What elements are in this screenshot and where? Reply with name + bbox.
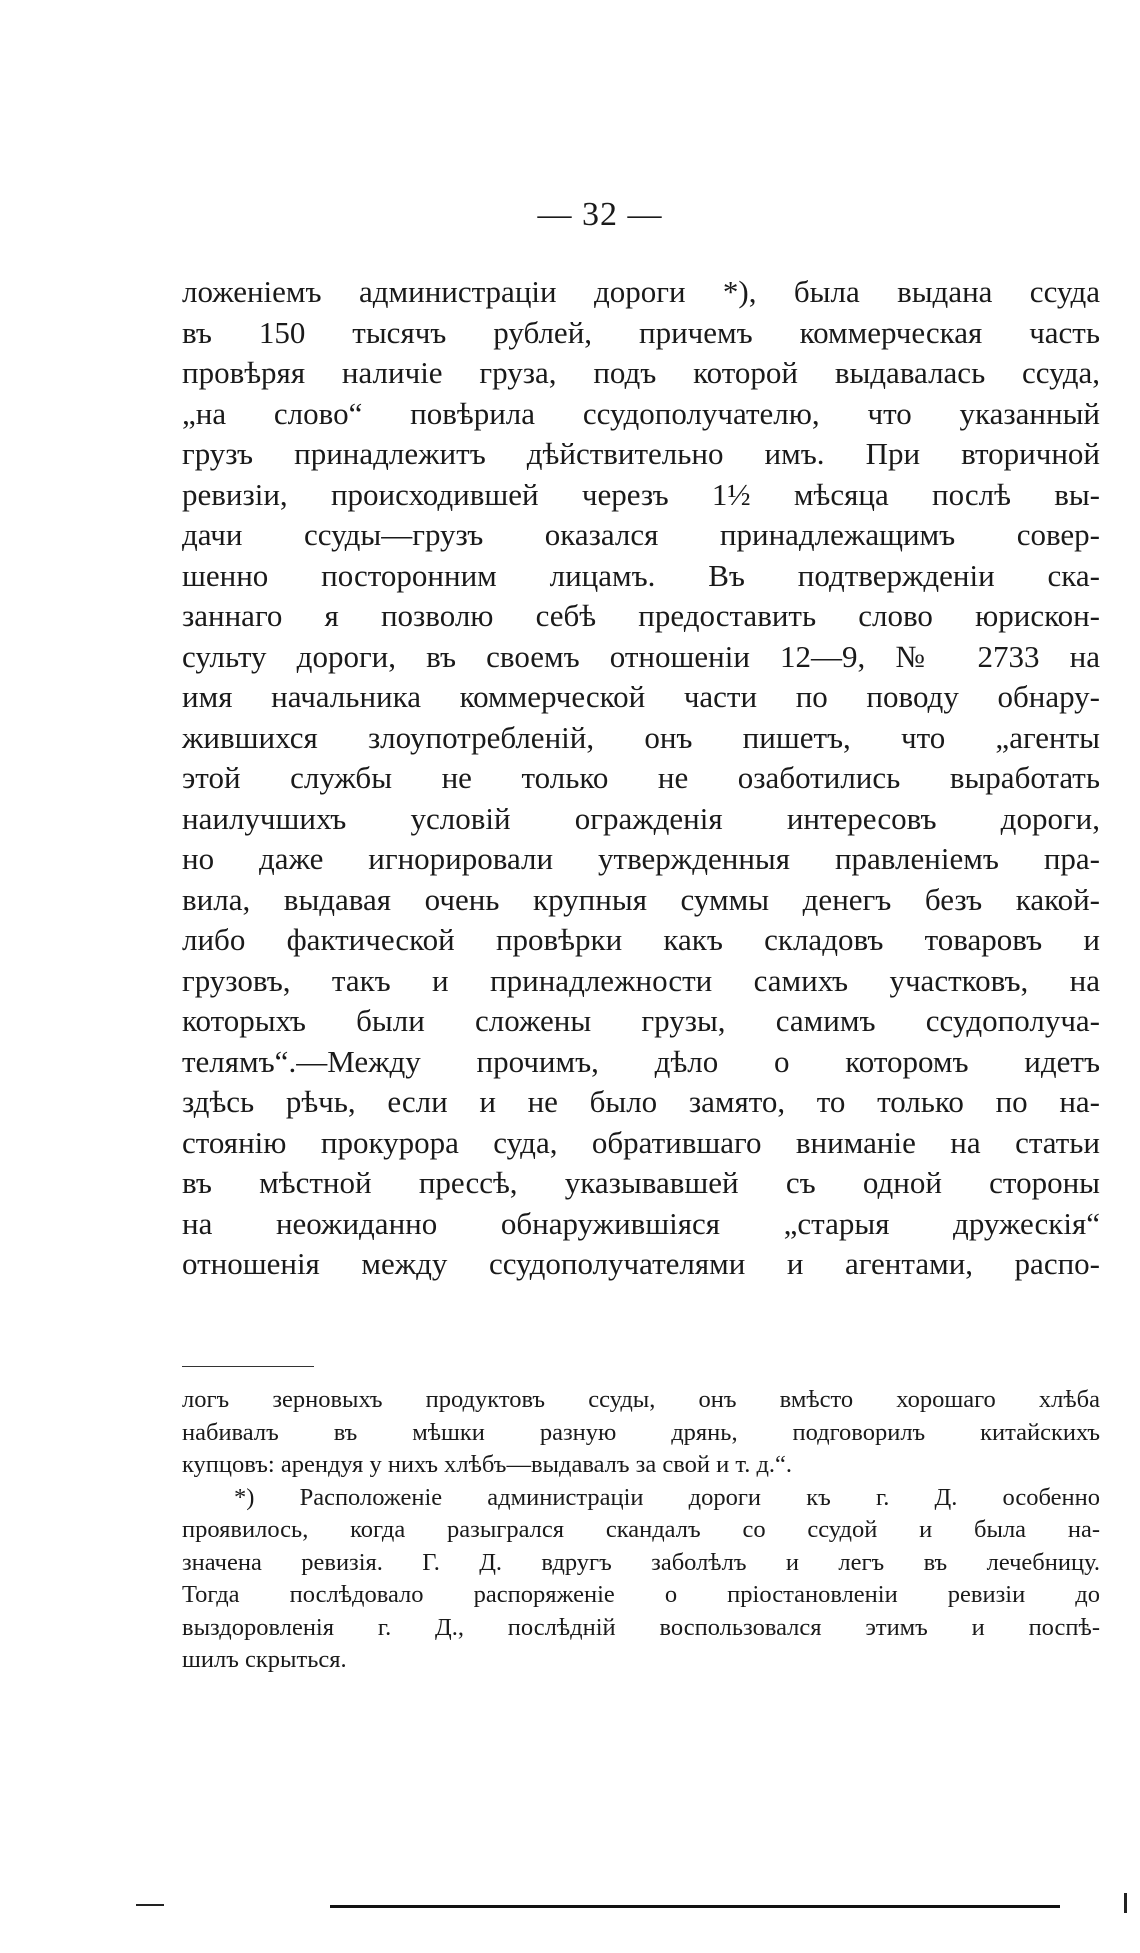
footnote-line: шилъ скрыться. bbox=[182, 1646, 347, 1673]
text-line: на неожиданно обнаружившіяся „старыя дружескія“ bbox=[182, 1205, 1100, 1241]
text-line: ложеніемъ администраціи дороги *), была выдана ссуда bbox=[182, 274, 1100, 309]
text-line: здѣсь рѣчь, если и не было замято, то только по на- bbox=[182, 1084, 1100, 1119]
text-line: вила, выдавая очень крупныя суммы денегъ безъ какой- bbox=[182, 881, 1100, 917]
footnote-line: *) Расположеніе администраціи дороги къ г. Д. особенно bbox=[234, 1483, 1100, 1511]
footnote-line: Тогда послѣдовало распоряженіе о пріостановленіи ревизіи до bbox=[182, 1581, 1100, 1608]
footnote-line: купцовъ: арендуя у нихъ хлѣбъ—выдавалъ за свой и т. д.“. bbox=[182, 1451, 793, 1478]
text-line: телямъ“.—Между прочимъ, дѣло о которомъ идетъ bbox=[182, 1043, 1100, 1079]
footnote-line: набивалъ въ мѣшки разную дрянь, подговорилъ китайскихъ bbox=[182, 1418, 1100, 1446]
text-line: либо фактической провѣрки какъ складовъ товаровъ и bbox=[182, 922, 1100, 957]
text-line: въ 150 тысячъ рублей, причемъ коммерческая часть bbox=[182, 314, 1100, 350]
bottom-rule bbox=[330, 1905, 1060, 1908]
text-line: сульту дороги, въ своемъ отношеніи 12—9, № 2733 на bbox=[182, 638, 1100, 674]
text-line: имя начальника коммерческой части по поводу обнару- bbox=[182, 679, 1100, 714]
text-line: этой службы не только не озаботились выработать bbox=[182, 760, 1100, 795]
text-line: отношенія между ссудополучателями и агентами, распо- bbox=[182, 1246, 1100, 1281]
scan-edge-mark bbox=[136, 1904, 164, 1906]
text-line: въ мѣстной прессѣ, указывавшей съ одной стороны bbox=[182, 1165, 1100, 1200]
text-line: которыхъ были сложены грузы, самимъ ссудополуча- bbox=[182, 1003, 1100, 1038]
footnotes bbox=[182, 1384, 1100, 1677]
text-line: жившихся злоупотребленій, онъ пишетъ, что „агенты bbox=[182, 719, 1100, 755]
footnote-line: логъ зерновыхъ продуктовъ ссуды, онъ вмѣсто хорошаго хлѣба bbox=[182, 1386, 1100, 1413]
text-line: провѣряя наличіе груза, подъ которой выдавалась ссуда, bbox=[182, 355, 1100, 390]
text-line: дачи ссуды—грузъ оказался принадлежащимъ совер- bbox=[182, 517, 1100, 552]
main-text-body bbox=[182, 272, 1100, 1285]
footnote-line: проявилось, когда разыгрался скандалъ со ссудой и была на- bbox=[182, 1516, 1100, 1543]
text-line: заннаго я позволю себѣ предоставить слово юрискон- bbox=[182, 598, 1100, 633]
text-line: грузовъ, такъ и принадлежности самихъ участковъ, на bbox=[182, 962, 1100, 998]
page-number: — 32 — bbox=[537, 196, 663, 233]
scan-edge-mark bbox=[1124, 1893, 1127, 1913]
text-line: ревизіи, происходившей черезъ 1½ мѣсяца послѣ вы- bbox=[182, 476, 1100, 512]
text-line: „на слово“ повѣрила ссудополучателю, что указанный bbox=[182, 395, 1100, 431]
text-line: но даже игнорировали утвержденныя правленіемъ пра- bbox=[182, 841, 1100, 876]
footnote-line: выздоровленія г. Д., послѣдній воспользовался этимъ и поспѣ- bbox=[182, 1613, 1100, 1641]
footnote-separator bbox=[182, 1366, 314, 1367]
text-line: шенно посторонним лицамъ. Въ подтвержденіи ска- bbox=[182, 557, 1100, 593]
text-line: грузъ принадлежитъ дѣйствительно имъ. При вторичной bbox=[182, 436, 1100, 471]
footnote-line: значена ревизія. Г. Д. вдругъ заболѣлъ и легъ въ лечебницу. bbox=[182, 1548, 1100, 1576]
text-line: наилучшихъ условій огражденія интересовъ дороги, bbox=[182, 800, 1100, 836]
text-line: стоянію прокурора суда, обратившаго вниманіе на статьи bbox=[182, 1124, 1100, 1160]
